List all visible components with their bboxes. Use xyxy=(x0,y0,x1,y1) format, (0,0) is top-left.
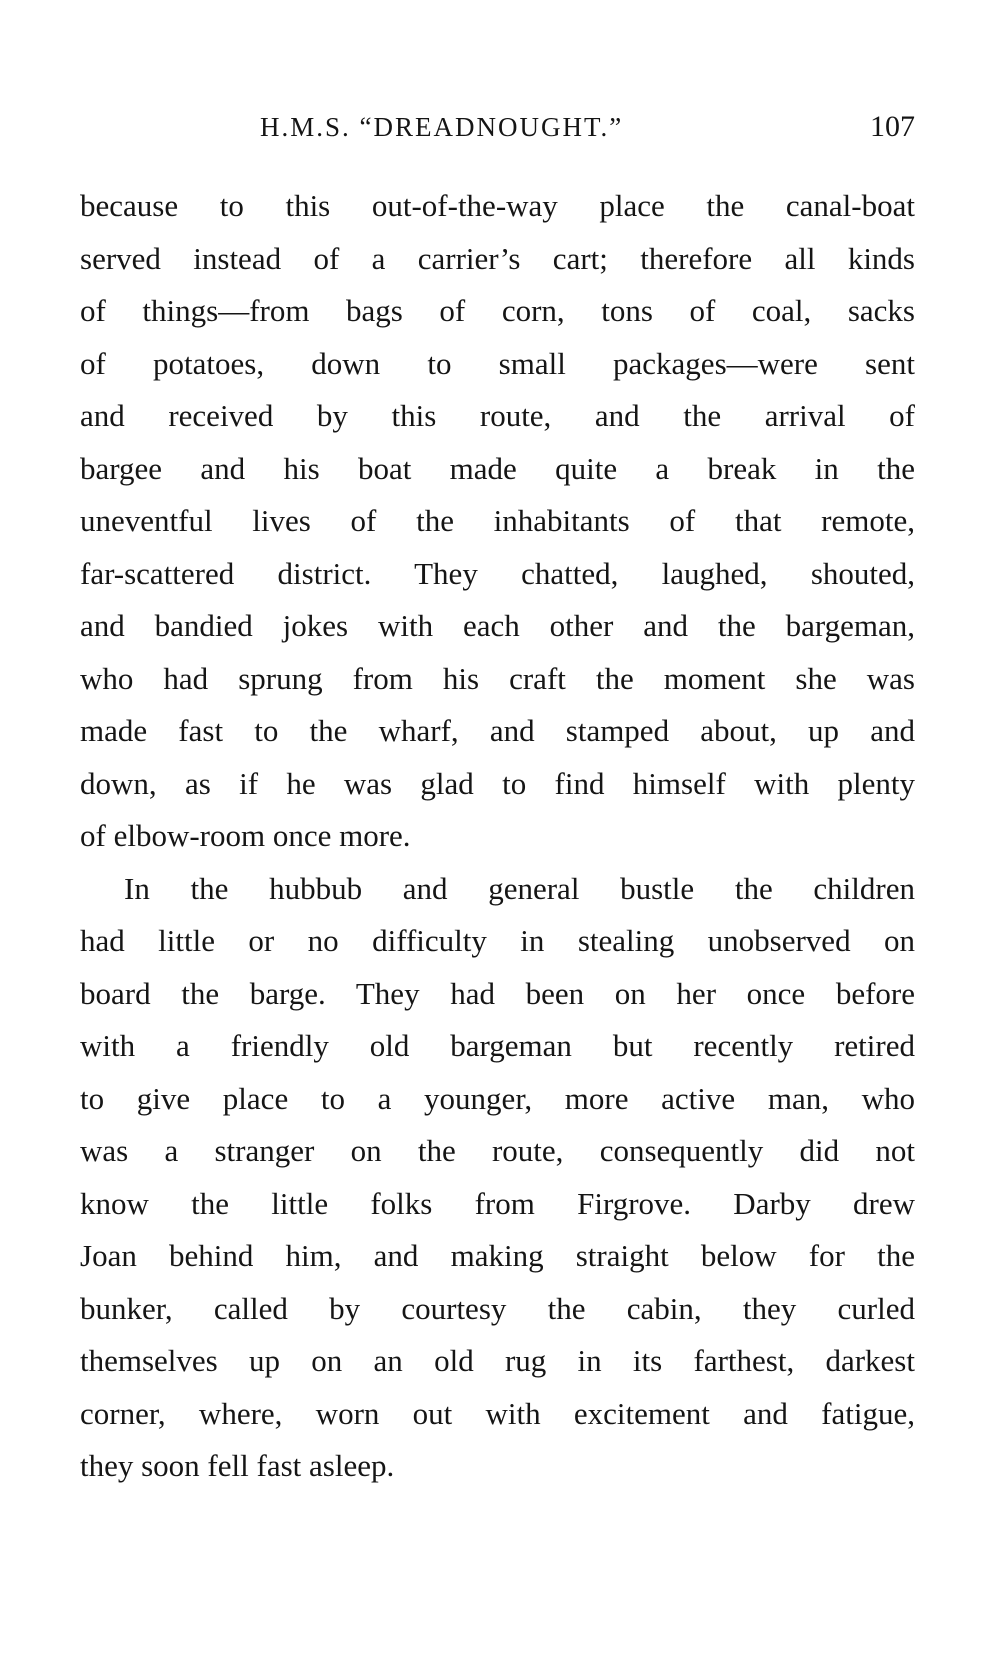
running-head xyxy=(80,112,915,152)
text-line: made fast to the wharf, and stamped about, up and xyxy=(80,713,915,748)
text-line: know the little folks from Firgrove. Darby drew xyxy=(80,1185,915,1221)
text-line: uneventful lives of the inhabitants of that remote, xyxy=(80,503,915,538)
text-line: of potatoes, down to small packages—were sent xyxy=(80,345,915,381)
text-line: down, as if he was glad to find himself with plenty xyxy=(80,765,915,801)
text-line: far-scattered district. They chatted, laughed, shouted, xyxy=(80,555,915,591)
text-line: and received by this route, and the arrival of xyxy=(80,398,915,433)
text-line: bargee and his boat made quite a break in the xyxy=(80,450,915,486)
text-line: of things—from bags of corn, tons of coal, sacks xyxy=(80,293,915,328)
text-line: because to this out-of-the-way place the canal-boat xyxy=(80,188,915,223)
text-line: of elbow-room once more. xyxy=(80,818,411,853)
text-line: to give place to a younger, more active man, who xyxy=(80,1080,915,1116)
text-line: corner, where, worn out with excitement and fatigue, xyxy=(80,1395,915,1431)
text-line: and bandied jokes with each other and the bargeman, xyxy=(80,608,915,643)
text-line: Joan behind him, and making straight below for the xyxy=(80,1238,915,1273)
running-title: H.M.S. “DREADNOUGHT.” xyxy=(260,112,624,142)
paragraph-1 xyxy=(80,180,915,863)
text-line: served instead of a carrier’s cart; therefore all kinds xyxy=(80,240,915,276)
text-line: In the hubbub and general bustle the children xyxy=(124,870,915,906)
text-line: was a stranger on the route, consequently did not xyxy=(80,1133,915,1168)
text-line: with a friendly old bargeman but recently retired xyxy=(80,1028,915,1063)
text-line: who had sprung from his craft the moment she was xyxy=(80,660,915,696)
text-line: board the barge. They had been on her once before xyxy=(80,975,915,1011)
page-number: 107 xyxy=(870,110,915,143)
text-line: bunker, called by courtesy the cabin, they curled xyxy=(80,1290,915,1326)
paragraph-2 xyxy=(80,863,915,1493)
text-line: they soon fell fast asleep. xyxy=(80,1448,395,1483)
body-text xyxy=(80,180,915,1493)
text-line: themselves up on an old rug in its farthest, darkest xyxy=(80,1343,915,1378)
text-line: had little or no difficulty in stealing unobserved on xyxy=(80,923,915,958)
